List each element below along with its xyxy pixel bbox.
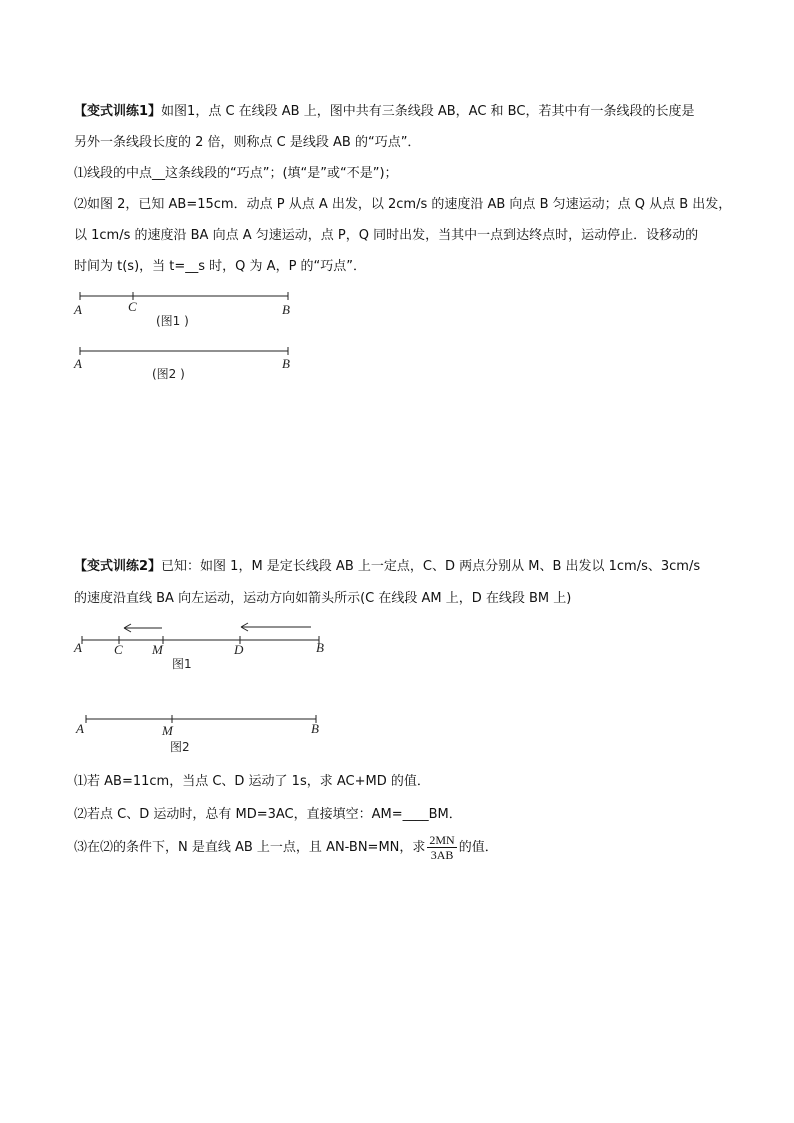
exercise-2-question-3	[74, 833, 498, 862]
exercise-2-text	[74, 551, 734, 615]
point-b-label: B	[282, 302, 290, 317]
exercise-2-line-1	[74, 551, 734, 583]
point-m-label: M	[162, 723, 173, 738]
ex2-figure-1	[73, 623, 324, 671]
fraction-numerator: 2MN	[429, 833, 455, 847]
exercise-2-question-1: ⑴若 AB=11cm，当点 C、D 运动了 1s，求 AC+MD 的值．	[74, 774, 430, 789]
point-b-label: B	[282, 356, 290, 371]
fraction	[427, 833, 456, 862]
point-a-label: A	[74, 640, 82, 655]
point-a-label: A	[74, 302, 82, 317]
point-b-label: B	[316, 640, 324, 655]
exercise-2-label: 【变式训练2】	[74, 559, 162, 574]
arrow-c-left-icon	[124, 624, 162, 632]
fraction-denominator: 3AB	[430, 848, 454, 862]
exercise-2-question-2: ⑵若点 C、D 运动时，总有 MD=3AC，直接填空：AM=____BM．	[74, 807, 462, 822]
exercise-1-question-2-line-1: ⑵如图 2，已知 AB=15cm．动点 P 从点 A 出发，以 2cm/s 的速度沿 AB 向点 B 匀速运动；点 Q 从点 B 出发，	[74, 197, 732, 212]
exercise-1-stem-1: 如图1，点 C 在线段 AB 上，图中共有三条线段 AB，AC 和 BC，若其中有一条线段的长度是	[161, 104, 695, 119]
point-d-label: D	[234, 642, 244, 657]
point-a-label: A	[76, 721, 84, 736]
exercise-1-label: 【变式训练1】	[74, 104, 162, 119]
exercise-1-question-1: ⑴线段的中点__这条线段的“巧点”；(填“是”或“不是”)；	[74, 166, 398, 181]
ex2-figure-2	[75, 715, 319, 754]
point-a-label: A	[74, 356, 82, 371]
figure-2-caption: (图2 )	[152, 367, 185, 381]
exercise-2-stem-2: 的速度沿直线 BA 向左运动，运动方向如箭头所示(C 在线段 AM 上，D 在线段 BM 上)	[74, 591, 572, 606]
exercise-1-question-2-line-2: 以 1cm/s 的速度沿 BA 向点 A 匀速运动，点 P，Q 同时出发，当其中一点到达终点时，运动停止．设移动的	[74, 228, 699, 243]
arrow-d-left-icon	[241, 623, 311, 631]
point-c-label: C	[128, 299, 137, 314]
figure-1-caption: (图1 )	[156, 314, 189, 328]
question-3-text-after: 的值．	[458, 840, 498, 855]
question-3-text-before: ⑶在⑵的条件下，N 是直线 AB 上一点，且 AN-BN=MN，求	[74, 840, 426, 855]
point-b-label: B	[311, 721, 319, 736]
exercise-2-stem-1: 已知：如图 1，M 是定长线段 AB 上一定点，C、D 两点分别从 M、B 出发以 1cm/s、3cm/s	[161, 559, 701, 574]
ex1-figure-1	[73, 292, 290, 328]
ex1-figure-2	[73, 347, 290, 381]
figure-1-caption: 图1	[172, 657, 192, 671]
point-c-label: C	[114, 642, 123, 657]
exercise-1-stem-2: 另外一条线段长度的 2 倍，则称点 C 是线段 AB 的“巧点”．	[74, 135, 421, 150]
figure-2-caption: 图2	[170, 740, 190, 754]
exercise-1-question-2-line-3: 时间为 t(s)，当 t=__s 时，Q 为 A，P 的“巧点”．	[74, 259, 367, 274]
point-m-label: M	[152, 642, 163, 657]
